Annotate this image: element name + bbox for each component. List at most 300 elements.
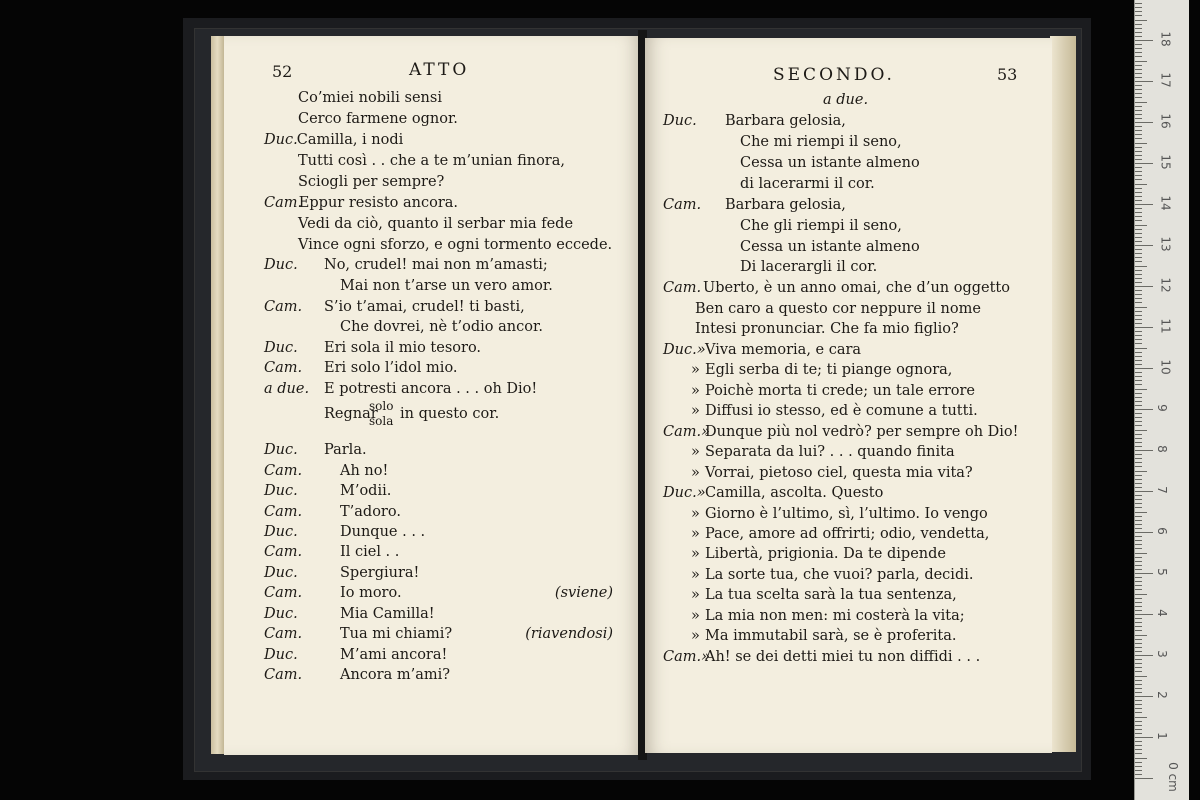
scale-label: 5	[1154, 568, 1169, 576]
speaker-label: »	[691, 465, 700, 481]
scale-label: 17	[1158, 72, 1173, 88]
scale-tick	[1135, 319, 1142, 320]
verse-line: a due.	[823, 92, 869, 108]
scale-tick	[1135, 405, 1142, 406]
verse-line: Barbara gelosia,	[725, 113, 846, 129]
scale-tick	[1135, 745, 1142, 746]
scale-tick	[1135, 561, 1142, 562]
scale-tick	[1135, 446, 1142, 447]
speaker-label: Cam.	[264, 585, 303, 601]
scale-tick	[1135, 393, 1142, 394]
scale-tick	[1135, 294, 1142, 295]
speaker-label: Cam.	[264, 667, 303, 683]
scale-tick	[1135, 766, 1142, 767]
verse-line: Che dovrei, nè t’odio ancor.	[340, 319, 543, 335]
scale-tick	[1135, 376, 1142, 377]
stage-direction: (sviene)	[554, 585, 613, 601]
scale-tick	[1135, 680, 1142, 681]
scale-tick	[1135, 528, 1142, 529]
page-number: 52	[272, 62, 293, 81]
scale-tick	[1135, 409, 1153, 410]
verse-line: Tutti così . . che a te m’unian finora,	[298, 153, 565, 169]
verse-line: Cessa un istante almeno	[740, 239, 920, 255]
scale-tick	[1135, 3, 1142, 4]
scale-tick	[1135, 356, 1142, 357]
scale-tick	[1135, 758, 1147, 759]
speaker-label: Duc.	[264, 483, 298, 499]
verse-line: Parla.	[324, 442, 367, 458]
scale-tick	[1135, 729, 1142, 730]
scale-tick	[1135, 524, 1142, 525]
scale-tick	[1135, 97, 1142, 98]
verse-line: Camilla, i nodi	[296, 132, 404, 148]
verse-line: Di lacerargli il cor.	[740, 259, 878, 275]
scale-tick	[1135, 331, 1142, 332]
scale-tick	[1135, 192, 1142, 193]
scale-tick	[1135, 741, 1142, 742]
running-header: SECONDO.	[773, 65, 895, 85]
scale-tick	[1135, 73, 1142, 74]
verse-line: La sorte tua, che vuoi? parla, decidi.	[705, 567, 974, 583]
speaker-label: Cam.	[264, 195, 303, 211]
speaker-label: Duc.	[264, 442, 298, 458]
scale-tick	[1135, 466, 1142, 467]
scale-tick	[1135, 274, 1142, 275]
scale-tick	[1135, 44, 1142, 45]
scale-tick	[1135, 602, 1142, 603]
scale-tick	[1135, 380, 1142, 381]
scale-tick	[1135, 155, 1142, 156]
scale-tick	[1135, 647, 1142, 648]
page-edges-right	[1050, 36, 1076, 752]
verse-line: Il ciel . .	[340, 544, 400, 560]
speaker-label: »	[691, 587, 700, 603]
speaker-label: Duc.	[264, 257, 298, 273]
scale-tick	[1135, 138, 1142, 139]
speaker-label: Cam.»	[663, 649, 710, 665]
scale-tick	[1135, 266, 1147, 267]
verse-line: Dunque . . .	[340, 524, 426, 540]
verse-line: Mia Camilla!	[340, 606, 435, 622]
scale-label: 6	[1154, 527, 1169, 535]
scale-tick	[1135, 438, 1142, 439]
speaker-label: Duc.	[264, 340, 298, 356]
verse-line: Eppur resisto ancora.	[298, 195, 459, 211]
scale-tick	[1135, 89, 1142, 90]
verse-line: Ma immutabil sarà, se è proferita.	[705, 628, 957, 644]
verse-line: Spergiura!	[340, 565, 420, 581]
verse-line: Ah no!	[340, 463, 389, 479]
speaker-label: Duc.	[264, 565, 298, 581]
verse-line: Ben caro a questo cor neppure il nome	[695, 301, 981, 317]
scale-tick	[1135, 32, 1142, 33]
scale-tick	[1135, 249, 1142, 250]
scale-tick	[1135, 311, 1142, 312]
scale-tick	[1135, 352, 1142, 353]
scale-tick	[1135, 327, 1153, 328]
verse-line: Cessa un istante almeno	[740, 155, 920, 171]
verse-line: M’odii.	[340, 483, 392, 499]
speaker-label: Duc.»	[663, 485, 706, 501]
scale-tick	[1135, 253, 1142, 254]
scale-tick	[1135, 48, 1142, 49]
scale-tick	[1135, 348, 1147, 349]
scale-tick	[1135, 413, 1142, 414]
scale-tick	[1135, 261, 1142, 262]
scale-tick	[1135, 479, 1142, 480]
scale-tick	[1135, 491, 1153, 492]
scale-tick	[1135, 737, 1153, 738]
scale-tick	[1135, 24, 1142, 25]
speaker-label: »	[691, 506, 700, 522]
running-header: ATTO	[409, 60, 470, 80]
scale-tick	[1135, 28, 1142, 29]
scale-tick	[1135, 700, 1142, 701]
verse-line: Eri solo l’idol mio.	[324, 360, 458, 376]
scale-tick	[1135, 684, 1142, 685]
speaker-label: a due.	[264, 381, 310, 397]
verse-line: Che mi riempi il seno,	[740, 134, 902, 150]
verse-line: Vince ogni sforzo, e ogni tormento eccede.	[298, 237, 613, 253]
left-page	[224, 36, 641, 755]
verse-line: Vedi da ciò, quanto il serbar mia fede	[298, 216, 574, 232]
scale-tick	[1135, 20, 1147, 21]
scale-tick	[1135, 11, 1142, 12]
scale-label: 16	[1158, 113, 1173, 129]
scale-tick	[1135, 725, 1142, 726]
scale-tick	[1135, 196, 1142, 197]
scale-tick	[1135, 245, 1153, 246]
verse-line: Sciogli per sempre?	[298, 174, 445, 190]
scale-tick	[1135, 712, 1142, 713]
scale-label: 14	[1158, 195, 1173, 211]
scale-tick	[1135, 442, 1142, 443]
scale-tick	[1135, 495, 1142, 496]
scale-tick	[1135, 704, 1142, 705]
scale-tick	[1135, 639, 1142, 640]
scale-tick	[1135, 635, 1147, 636]
scale-tick	[1135, 425, 1142, 426]
verse-line: Viva memoria, e cara	[705, 342, 862, 358]
speaker-label: Cam.	[264, 626, 303, 642]
scale-tick	[1135, 106, 1142, 107]
scale-tick	[1135, 655, 1153, 656]
scale-tick	[1135, 85, 1142, 86]
scale-tick	[1135, 167, 1142, 168]
speaker-label: Duc.	[264, 647, 298, 663]
right-page	[645, 38, 1052, 753]
verse-line: Cerco farmene ognor.	[298, 111, 458, 127]
scale-tick	[1135, 548, 1142, 549]
speaker-label: Cam.	[264, 360, 303, 376]
scale-label: 12	[1158, 277, 1173, 293]
speaker-label: Cam.»	[663, 424, 710, 440]
scale-tick	[1135, 434, 1142, 435]
scale-tick	[1135, 315, 1142, 316]
speaker-label: Cam.	[663, 197, 702, 213]
speaker-label: Cam.	[264, 463, 303, 479]
scale-tick	[1135, 237, 1142, 238]
scale-tick	[1135, 717, 1147, 718]
scale-tick	[1135, 598, 1142, 599]
speaker-label: Duc.	[264, 524, 298, 540]
speaker-label: Cam.	[264, 504, 303, 520]
scale-tick	[1135, 81, 1153, 82]
verse-line: T’adoro.	[340, 504, 401, 520]
scale-tick	[1135, 569, 1142, 570]
scale-tick	[1135, 56, 1142, 57]
variant-sola: sola	[369, 414, 394, 428]
scale-tick	[1135, 749, 1142, 750]
scale-tick	[1135, 7, 1142, 8]
verse-line: Separata da lui? . . . quando finita	[705, 444, 955, 460]
scale-tick	[1135, 421, 1142, 422]
scale-tick	[1135, 323, 1142, 324]
scale-tick	[1135, 130, 1142, 131]
scale-tick	[1135, 753, 1142, 754]
scale-tick	[1135, 721, 1142, 722]
scale-tick	[1135, 770, 1142, 771]
scale-tick	[1135, 626, 1142, 627]
scale-tick	[1135, 610, 1142, 611]
scale-tick	[1135, 335, 1142, 336]
speaker-label: »	[691, 628, 700, 644]
scale-tick	[1135, 216, 1142, 217]
scale-tick	[1135, 110, 1142, 111]
scale-tick	[1135, 208, 1142, 209]
scale-tick	[1135, 778, 1153, 779]
scale-tick	[1135, 577, 1142, 578]
speaker-label: Duc.»	[663, 342, 706, 358]
measurement-scale	[1134, 0, 1189, 800]
verse-line: Libertà, prigionia. Da te dipende	[705, 546, 946, 562]
scale-tick	[1135, 188, 1142, 189]
verse-line: Pace, amore ad offrirti; odio, vendetta,	[705, 526, 990, 542]
scale-tick	[1135, 573, 1153, 574]
speaker-label: »	[691, 362, 700, 378]
scale-tick	[1135, 122, 1153, 123]
page-number: 53	[997, 65, 1018, 84]
speaker-label: Duc.	[663, 113, 697, 129]
speaker-label: Duc.	[264, 606, 298, 622]
scale-tick	[1135, 553, 1147, 554]
scale-label: 1	[1154, 732, 1169, 740]
speaker-label: »	[691, 567, 700, 583]
scale-tick	[1135, 229, 1142, 230]
scale-tick	[1135, 651, 1142, 652]
scale-tick	[1135, 458, 1142, 459]
scale-tick	[1135, 372, 1142, 373]
scale-tick	[1135, 65, 1142, 66]
scale-tick	[1135, 36, 1142, 37]
scale-tick	[1135, 282, 1142, 283]
scale-tick	[1135, 483, 1142, 484]
scale-tick	[1135, 307, 1147, 308]
scale-tick	[1135, 360, 1142, 361]
scale-tick	[1135, 520, 1142, 521]
scale-tick	[1135, 516, 1142, 517]
scale-tick	[1135, 667, 1142, 668]
stage-direction: (riavendosi)	[525, 626, 613, 642]
scale-tick	[1135, 15, 1142, 16]
scale-tick	[1135, 589, 1142, 590]
scale-tick	[1135, 118, 1142, 119]
verse-line: Vorrai, pietoso ciel, questa mia vita?	[705, 465, 973, 481]
scale-tick	[1135, 503, 1142, 504]
speaker-label: »	[691, 608, 700, 624]
scale-tick	[1135, 454, 1142, 455]
scale-tick	[1135, 364, 1142, 365]
scale-tick	[1135, 630, 1142, 631]
scale-tick	[1135, 499, 1142, 500]
scale-tick	[1135, 581, 1142, 582]
scale-tick	[1135, 270, 1142, 271]
scale-tick	[1135, 339, 1142, 340]
scale-tick	[1135, 257, 1142, 258]
scale-tick	[1135, 430, 1147, 431]
scale-tick	[1135, 643, 1142, 644]
verse-line: Che gli riempi il seno,	[740, 218, 902, 234]
scale-label: 18	[1158, 31, 1173, 47]
scale-tick	[1135, 692, 1142, 693]
scale-tick	[1135, 302, 1142, 303]
scale-tick	[1135, 298, 1142, 299]
scale-tick	[1135, 450, 1153, 451]
scale-tick	[1135, 278, 1142, 279]
scale-tick	[1135, 343, 1142, 344]
scale-label: 2	[1154, 691, 1169, 699]
verse-line: Co’miei nobili sensi	[298, 90, 442, 106]
scale-label: 8	[1154, 445, 1169, 453]
scale-label: 10	[1158, 359, 1173, 375]
speaker-label: »	[691, 383, 700, 399]
verse-line: E potresti ancora . . . oh Dio!	[324, 381, 538, 397]
scale-tick	[1135, 417, 1142, 418]
verse-line: Camilla, ascolta. Questo	[705, 485, 884, 501]
scale-tick	[1135, 540, 1142, 541]
scale-tick	[1135, 676, 1147, 677]
speaker-label: Duc.	[264, 132, 298, 148]
scale-label: 9	[1154, 404, 1169, 412]
scale-tick	[1135, 762, 1142, 763]
scale-tick	[1135, 52, 1142, 53]
verse-line: Giorno è l’ultimo, sì, l’ultimo. Io vengo	[705, 506, 988, 522]
speaker-label: »	[691, 546, 700, 562]
verse-line: Dunque più nol vedrò? per sempre oh Dio!	[705, 424, 1019, 440]
speaker-label: Cam.	[663, 280, 702, 296]
verse-line: Eri sola il mio tesoro.	[324, 340, 482, 356]
scale-tick	[1135, 475, 1142, 476]
scale-tick	[1135, 126, 1142, 127]
verse-line: Tua mi chiami?	[340, 626, 453, 642]
verse-line: M’ami ancora!	[340, 647, 448, 663]
verse-line: in questo cor.	[400, 406, 500, 422]
scale-tick	[1135, 286, 1153, 287]
scale-tick	[1135, 401, 1142, 402]
scale-label: 7	[1154, 486, 1169, 494]
scale-label: 4	[1154, 609, 1169, 617]
scale-tick	[1135, 622, 1142, 623]
scale-tick	[1135, 606, 1142, 607]
scale-tick	[1135, 69, 1142, 70]
verse-line: Io moro.	[340, 585, 402, 601]
speaker-label: »	[691, 444, 700, 460]
speaker-label: Cam.	[264, 544, 303, 560]
scale-tick	[1135, 159, 1142, 160]
scale-label: 3	[1154, 650, 1169, 658]
scale-tick	[1135, 220, 1142, 221]
variant-solo: solo	[369, 399, 394, 413]
scale-tick	[1135, 389, 1147, 390]
scale-tick	[1135, 708, 1142, 709]
scale-tick	[1135, 462, 1142, 463]
verse-line: No, crudel! mai non m’amasti;	[324, 257, 548, 273]
scale-tick	[1135, 774, 1142, 775]
scale-tick	[1135, 204, 1153, 205]
scale-tick	[1135, 536, 1142, 537]
verse-line: La mia non men: mi costerà la vita;	[705, 608, 965, 624]
scale-tick	[1135, 557, 1142, 558]
scale-tick	[1135, 512, 1147, 513]
speaker-label: »	[691, 526, 700, 542]
scale-tick	[1135, 114, 1142, 115]
verse-line: Mai non t’arse un vero amor.	[340, 278, 553, 294]
scale-tick	[1135, 594, 1147, 595]
scale-tick	[1135, 40, 1153, 41]
scale-tick	[1135, 200, 1142, 201]
scale-tick	[1135, 93, 1142, 94]
scale-tick	[1135, 175, 1142, 176]
scale-tick	[1135, 77, 1142, 78]
scale-tick	[1135, 233, 1142, 234]
speaker-label: »	[691, 403, 700, 419]
scale-tick	[1135, 61, 1147, 62]
scale-label: 11	[1158, 318, 1173, 334]
scale-tick	[1135, 171, 1142, 172]
scale-tick	[1135, 471, 1147, 472]
verse-line: Ah! se dei detti miei tu non diffidi . . .	[705, 649, 981, 665]
scale-tick	[1135, 532, 1153, 533]
scale-tick	[1135, 290, 1142, 291]
scale-tick	[1135, 663, 1142, 664]
scale-label: 15	[1158, 154, 1173, 170]
scale-label: 13	[1158, 236, 1173, 252]
verse-line: Intesi pronunciar. Che fa mio figlio?	[695, 321, 959, 337]
scale-tick	[1135, 212, 1142, 213]
verse-line: Barbara gelosia,	[725, 197, 846, 213]
scale-tick	[1135, 241, 1142, 242]
scale-tick	[1135, 147, 1142, 148]
verse-line: S’io t’amai, crudel! ti basti,	[324, 299, 525, 315]
scale-tick	[1135, 659, 1142, 660]
scale-tick	[1135, 688, 1142, 689]
scale-tick	[1135, 585, 1142, 586]
scale-tick	[1135, 102, 1147, 103]
scale-tick	[1135, 184, 1147, 185]
verse-line: Egli serba di te; ti piange ognora,	[705, 362, 953, 378]
scale-tick	[1135, 151, 1142, 152]
scale-tick	[1135, 507, 1142, 508]
scale-tick	[1135, 614, 1153, 615]
verse-line: La tua scelta sarà la tua sentenza,	[705, 587, 957, 603]
scale-tick	[1135, 696, 1153, 697]
scale-tick	[1135, 179, 1142, 180]
scale-tick	[1135, 618, 1142, 619]
scale-tick	[1135, 544, 1142, 545]
verse-line: Diffusi io stesso, ed è comune a tutti.	[705, 403, 978, 419]
scale-tick	[1135, 733, 1142, 734]
regnar-word: Regnar	[324, 406, 378, 422]
